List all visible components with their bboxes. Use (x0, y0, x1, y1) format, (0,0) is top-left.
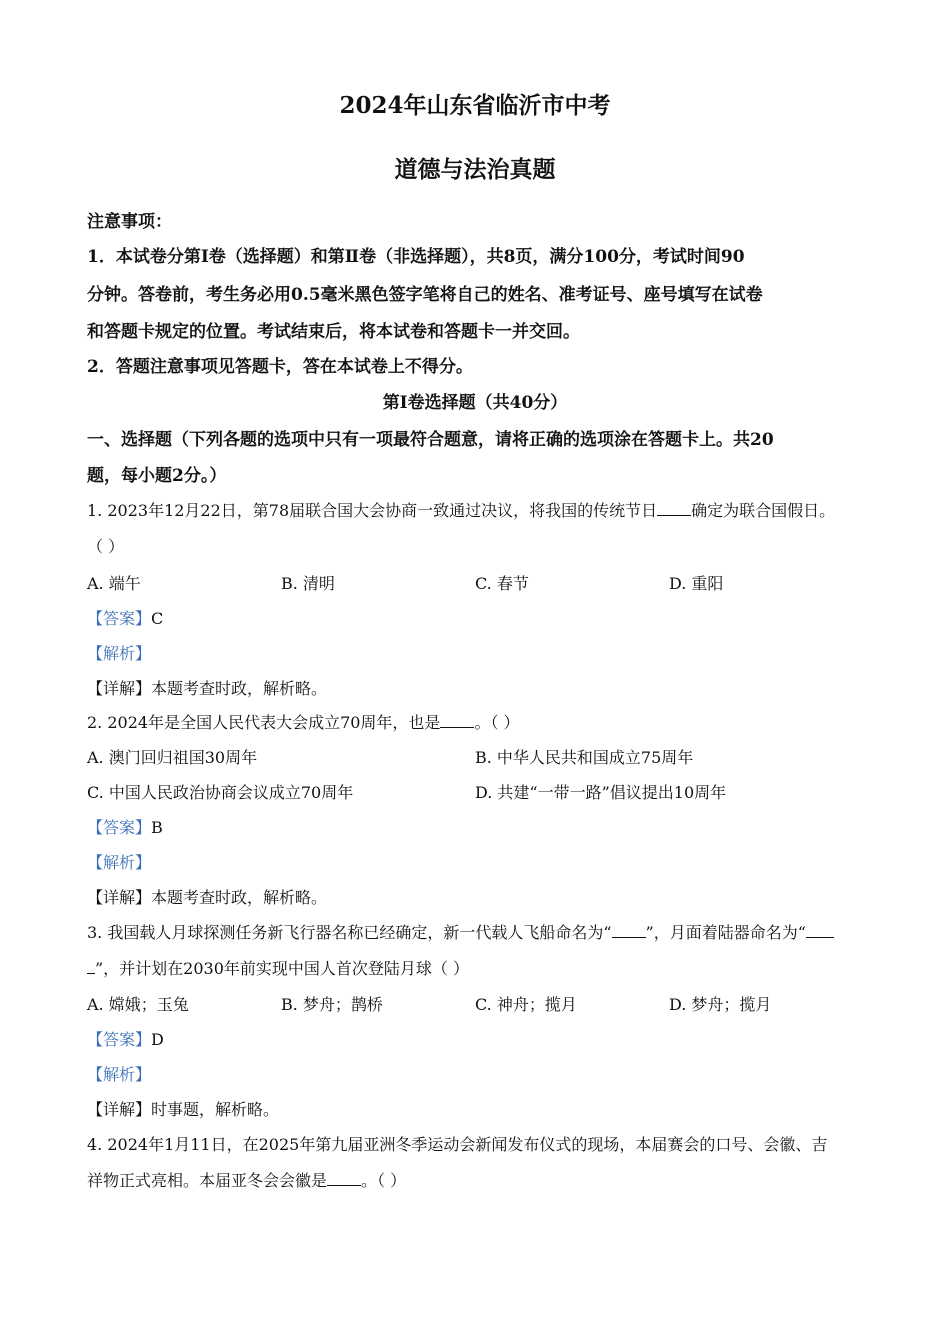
notice-item-2: 2．答题注意事项见答题卡，答在本试卷上不得分。 (87, 357, 473, 377)
detail-text: 本题考查时政，解析略。 (151, 679, 328, 698)
question-4-stem-line-2 (87, 1171, 406, 1191)
question-3-stem (87, 923, 834, 943)
question-2-answer (87, 818, 163, 838)
question-2-stem-start: 2. 2024年是全国人民代表大会成立70周年，也是 (87, 713, 441, 732)
answer-blank (440, 713, 474, 728)
notice-item-1-line-1: 1．本试卷分第Ⅰ卷（选择题）和第Ⅱ卷（非选择题），共8页，满分100分，考试时间90 (87, 247, 745, 267)
question-1-detail (87, 679, 327, 699)
question-2-analysis-label: 【解析】 (87, 853, 152, 872)
question-3-answer (87, 1030, 164, 1050)
question-2-detail (87, 888, 327, 908)
answer-label: 【答案】 (87, 609, 152, 628)
exam-title: 2024年山东省临沂市中考 (339, 92, 611, 119)
question-1-analysis-label: 【解析】 (87, 644, 152, 663)
section-heading: 第Ⅰ卷选择题（共40分） (382, 393, 568, 413)
question-3-stem-line-2 (87, 959, 469, 979)
section-instruction-line-2: 题，每小题2分。） (87, 466, 227, 486)
question-1-answer (87, 609, 163, 629)
answer-value: D (151, 1030, 164, 1049)
question-4-stem-line-1: 4. 2024年1月11日，在2025年第九届亚洲冬季运动会新闻发布仪式的现场，本届赛会的口号、会徽、吉 (87, 1135, 828, 1154)
exam-subject-title: 道德与法治真题 (394, 156, 556, 183)
question-3-stem-start: 3. 我国载人月球探测任务新飞行器名称已经确定，新一代载人飞船命名为“ (87, 923, 612, 942)
question-2-stem-end: 。（ ） (474, 713, 520, 732)
notice-heading: 注意事项： (87, 212, 172, 232)
question-1-stem-end: 确定为联合国假日。 (691, 501, 836, 520)
question-2-option-b: B. 中华人民共和国成立75周年 (475, 748, 694, 767)
question-3-analysis-label: 【解析】 (87, 1065, 152, 1084)
notice-item-1-line-3: 和答题卡规定的位置。考试结束后，将本试卷和答题卡一并交回。 (87, 322, 580, 342)
answer-blank (657, 501, 691, 516)
detail-text: 本题考查时政，解析略。 (151, 888, 328, 907)
question-4-stem-end: 。（ ） (361, 1171, 407, 1190)
question-3-option-d: D. 梦舟；揽月 (669, 995, 772, 1014)
detail-label: 【详解】 (87, 679, 152, 698)
question-1-option-b: B. 清明 (281, 574, 335, 593)
question-1-option-d: D. 重阳 (669, 574, 724, 593)
question-3-option-c: C. 神舟；揽月 (475, 995, 577, 1014)
detail-label: 【详解】 (87, 1100, 152, 1119)
question-3-detail (87, 1100, 279, 1120)
question-4-stem-start: 祥物正式亮相。本届亚冬会会徽是 (87, 1171, 328, 1190)
answer-value: B (151, 818, 163, 837)
question-2-stem (87, 713, 520, 733)
answer-blank (327, 1171, 361, 1186)
detail-text: 时事题，解析略。 (151, 1100, 280, 1119)
question-2-option-d: D. 共建“一带一路”倡议提出10周年 (475, 783, 727, 802)
question-1-stem (87, 501, 835, 521)
detail-label: 【详解】 (87, 888, 152, 907)
question-1-stem-start: 1. 2023年12月22日，第78届联合国大会协商一致通过决议，将我国的传统节日 (87, 501, 658, 520)
question-2-option-a: A. 澳门回归祖国30周年 (87, 748, 258, 767)
question-3-stem-middle: ”，月面着陆器命名为“ (645, 923, 806, 942)
question-3-option-a: A. 嫦娥；玉兔 (87, 995, 189, 1014)
question-2-option-c: C. 中国人民政治协商会议成立70周年 (87, 783, 354, 802)
question-3-option-b: B. 梦舟；鹊桥 (281, 995, 383, 1014)
section-instruction-line-1: 一、选择题（下列各题的选项中只有一项最符合题意，请将正确的选项涂在答题卡上。共20 (87, 430, 774, 450)
question-1-option-a: A. 端午 (87, 574, 141, 593)
answer-blank (87, 959, 95, 974)
notice-item-1-line-2: 分钟。答卷前，考生务必用0.5毫米黑色签字笔将自己的姓名、准考证号、座号填写在试卷 (87, 285, 763, 305)
answer-blank (612, 923, 646, 938)
answer-label: 【答案】 (87, 818, 152, 837)
answer-blank (806, 923, 834, 938)
question-1-paren: （ ） (87, 537, 125, 556)
question-1-option-c: C. 春节 (475, 574, 529, 593)
answer-label: 【答案】 (87, 1030, 152, 1049)
answer-value: C (151, 609, 164, 628)
question-3-stem-end: ”，并计划在2030年前实现中国人首次登陆月球（ ） (95, 959, 469, 978)
